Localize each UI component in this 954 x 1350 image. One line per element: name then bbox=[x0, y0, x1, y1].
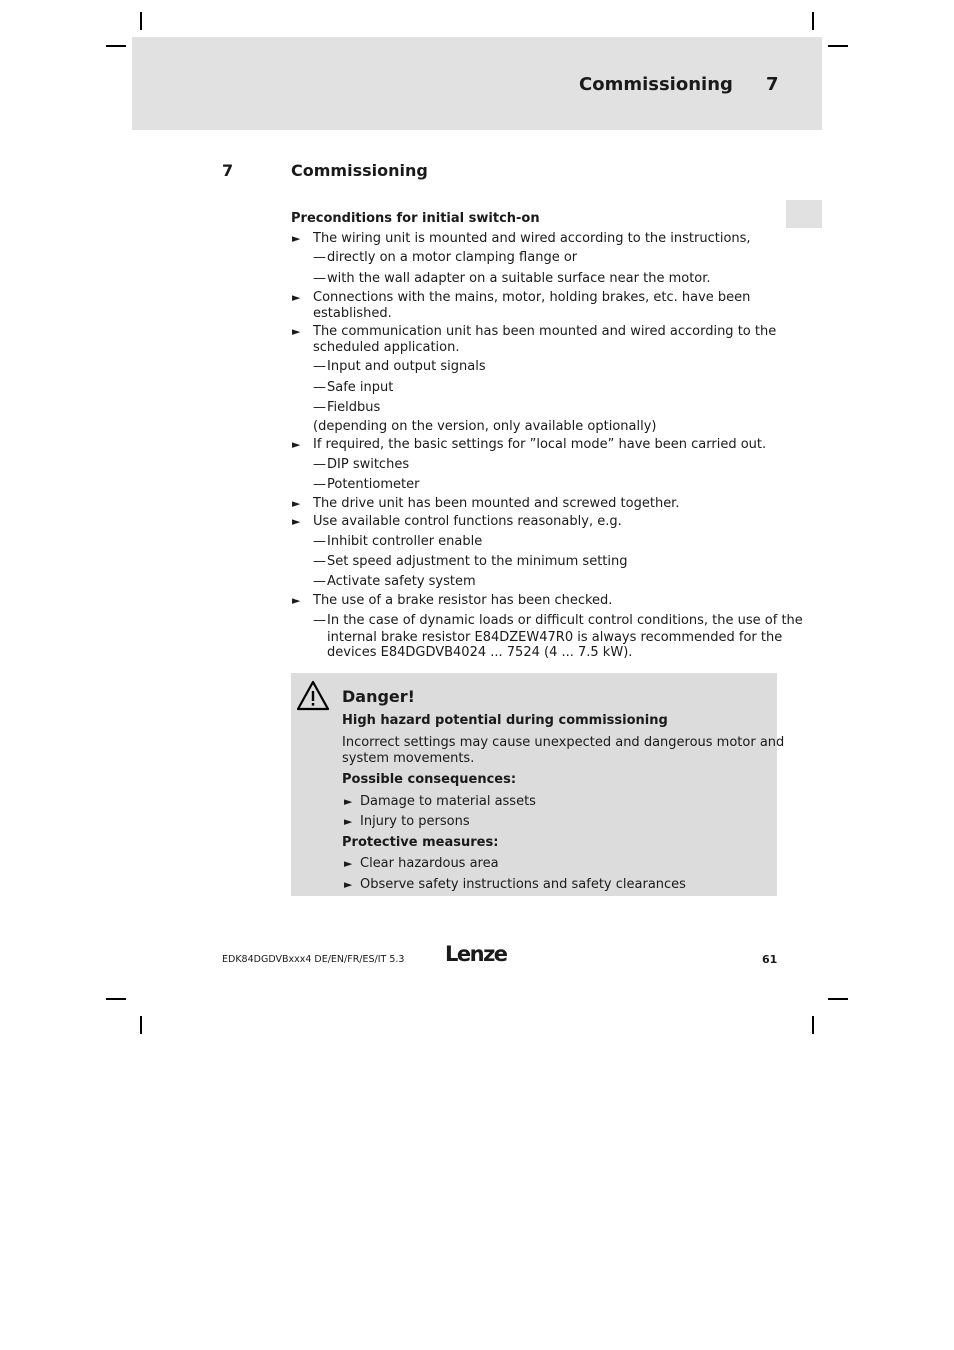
sub-list-item: Fieldbus bbox=[327, 400, 381, 415]
warning-triangle-icon bbox=[296, 680, 330, 712]
page-number: 61 bbox=[762, 953, 778, 966]
sub-list-item: Potentiometer bbox=[327, 477, 420, 492]
sub-list-item: directly on a motor clamping flange or bbox=[327, 250, 578, 265]
bullet-arrow-icon: ► bbox=[344, 795, 353, 808]
dash-icon: — bbox=[313, 457, 326, 472]
list-item: The wiring unit is mounted and wired according to the instructions, bbox=[313, 231, 751, 246]
bullet-arrow-icon: ► bbox=[292, 291, 301, 304]
section-number: 7 bbox=[222, 161, 234, 180]
list-item-continuation: scheduled application. bbox=[313, 340, 460, 355]
consequence-item: Damage to material assets bbox=[360, 794, 536, 809]
dash-icon: — bbox=[313, 554, 326, 569]
bullet-arrow-icon: ► bbox=[292, 325, 301, 338]
dash-icon: — bbox=[313, 380, 326, 395]
danger-description: system movements. bbox=[342, 751, 475, 766]
dash-icon: — bbox=[313, 359, 326, 374]
crop-mark bbox=[812, 1016, 814, 1034]
header-chapter-number: 7 bbox=[766, 74, 779, 95]
danger-title: Danger! bbox=[342, 687, 415, 706]
preconditions-heading: Preconditions for initial switch-on bbox=[291, 211, 540, 226]
sub-list-item: Set speed adjustment to the minimum setting bbox=[327, 554, 628, 569]
bullet-arrow-icon: ► bbox=[292, 232, 301, 245]
dash-icon: — bbox=[313, 613, 326, 628]
sub-list-item: In the case of dynamic loads or difficult control conditions, the use of the bbox=[327, 613, 803, 628]
dash-icon: — bbox=[313, 400, 326, 415]
bullet-arrow-icon: ► bbox=[292, 438, 301, 451]
measure-item: Clear hazardous area bbox=[360, 856, 499, 871]
crop-mark bbox=[828, 998, 848, 1000]
list-item: Use available control functions reasonably, e.g. bbox=[313, 514, 622, 529]
consequence-item: Injury to persons bbox=[360, 814, 470, 829]
list-item: The communication unit has been mounted and wired according to the bbox=[313, 324, 777, 339]
bullet-arrow-icon: ► bbox=[344, 857, 353, 870]
chapter-tab-marker bbox=[786, 200, 822, 228]
lenze-logo: Lenze bbox=[445, 942, 507, 966]
footer-document-id: EDK84DGDVBxxx4 DE/EN/FR/ES/IT 5.3 bbox=[222, 954, 405, 965]
sub-list-item-continuation: internal brake resistor E84DZEW47R0 is always recommended for the bbox=[327, 630, 783, 645]
bullet-arrow-icon: ► bbox=[344, 878, 353, 891]
measures-heading: Protective measures: bbox=[342, 835, 499, 850]
list-item: The drive unit has been mounted and screwed together. bbox=[313, 496, 680, 511]
section-title: Commissioning bbox=[291, 161, 428, 180]
dash-icon: — bbox=[313, 477, 326, 492]
crop-mark bbox=[812, 12, 814, 30]
list-item-continuation: established. bbox=[313, 306, 392, 321]
list-item: If required, the basic settings for ”local mode” have been carried out. bbox=[313, 437, 767, 452]
list-item: Connections with the mains, motor, holding brakes, etc. have been bbox=[313, 290, 751, 305]
list-item: The use of a brake resistor has been checked. bbox=[313, 593, 613, 608]
consequences-heading: Possible consequences: bbox=[342, 772, 517, 787]
dash-icon: — bbox=[313, 574, 326, 589]
dash-icon: — bbox=[313, 250, 326, 265]
sub-list-item-continuation: devices E84DGDVB4024 ... 7524 (4 ... 7.5 kW). bbox=[327, 645, 633, 660]
bullet-arrow-icon: ► bbox=[344, 815, 353, 828]
bullet-arrow-icon: ► bbox=[292, 497, 301, 510]
sub-list-item: DIP switches bbox=[327, 457, 410, 472]
header-title: Commissioning bbox=[579, 74, 733, 95]
dash-icon: — bbox=[313, 534, 326, 549]
crop-mark bbox=[140, 1016, 142, 1034]
measure-item: Observe safety instructions and safety clearances bbox=[360, 877, 686, 892]
crop-mark bbox=[106, 998, 126, 1000]
danger-subtitle: High hazard potential during commissioning bbox=[342, 713, 668, 728]
crop-mark bbox=[140, 12, 142, 30]
sub-list-item: Activate safety system bbox=[327, 574, 476, 589]
crop-mark bbox=[828, 45, 848, 47]
dash-icon: — bbox=[313, 271, 326, 286]
sub-list-item: Input and output signals bbox=[327, 359, 486, 374]
bullet-arrow-icon: ► bbox=[292, 594, 301, 607]
sub-list-item: Safe input bbox=[327, 380, 394, 395]
crop-mark bbox=[106, 45, 126, 47]
sub-list-item: with the wall adapter on a suitable surface near the motor. bbox=[327, 271, 711, 286]
bullet-arrow-icon: ► bbox=[292, 515, 301, 528]
sub-list-item: Inhibit controller enable bbox=[327, 534, 483, 549]
danger-description: Incorrect settings may cause unexpected and dangerous motor and bbox=[342, 735, 785, 750]
list-note: (depending on the version, only available optionally) bbox=[313, 419, 657, 434]
